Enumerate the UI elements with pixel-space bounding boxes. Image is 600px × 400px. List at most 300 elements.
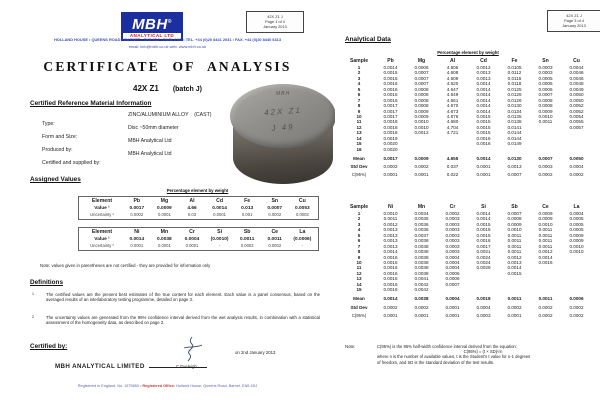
assigned-values-table-2 xyxy=(78,227,319,251)
definition-text: The uncertainty values are generated from the 95% confidence interval derived from the wet analysis results, in combination with a statistical assessment of the homogeneity data, as described on page 2. xyxy=(46,315,320,326)
c95-note-label: Note: xyxy=(345,344,356,349)
row-label: 4 xyxy=(357,227,361,233)
table-cell: 0.0130 xyxy=(507,103,522,109)
table-cell: Mg xyxy=(417,58,426,64)
row-label: 4 xyxy=(357,81,361,87)
analytical-pct-heading: Percentage element by weight xyxy=(437,50,499,55)
footer-segment: Registered Office: xyxy=(142,384,176,388)
table-cell: 0.0038 xyxy=(414,254,429,260)
table-row xyxy=(343,204,592,211)
table-cell: 0.0141 xyxy=(507,124,522,130)
table-cell: 0.0008 xyxy=(414,103,429,109)
table-cell: 0.0044 xyxy=(569,65,584,70)
table-cell: 0.0016 xyxy=(383,86,398,92)
row-label: 1 xyxy=(357,65,361,70)
batch-label: (batch J) xyxy=(172,86,202,93)
table-cell xyxy=(468,287,499,292)
row-label: 5 xyxy=(357,232,361,238)
row-label: 2 xyxy=(357,216,361,222)
table-row xyxy=(343,296,592,301)
table-cell: 0.0002 xyxy=(240,243,254,248)
table-cell: 0.0001 xyxy=(507,312,522,318)
mbh-logo-text: MBH® xyxy=(123,14,181,33)
disc-engraving-brand: MBH xyxy=(275,91,291,97)
table-cell: 0.03 xyxy=(187,212,197,217)
table-cell: 0.0014 xyxy=(476,97,491,103)
table-cell: 0.0015 xyxy=(476,221,491,227)
table-cell: 0.0149 xyxy=(507,141,522,147)
crm-row-label: Form and Size: xyxy=(42,134,78,140)
table-cell: 0.0010 xyxy=(414,124,429,130)
table-cell: 0.0014 xyxy=(476,155,491,161)
page3-reference-box xyxy=(547,10,600,32)
table-cell: 0.0015 xyxy=(476,119,491,125)
table-cell: Sn xyxy=(271,198,279,204)
table-cell: 0.0007 xyxy=(507,172,522,178)
table-cell: 0.0013 xyxy=(383,243,398,249)
row-label: Element xyxy=(91,229,113,235)
table-cell: 0.0135 xyxy=(507,113,522,119)
table-cell: 0.0020 xyxy=(383,146,398,152)
crm-row-value: MBH Analytical Ltd xyxy=(128,151,172,157)
table-cell: 0.0001 xyxy=(445,305,460,310)
table-cell: 0.0013 xyxy=(507,164,522,170)
row-label: 8 xyxy=(357,249,361,255)
table-cell: 0.0009 xyxy=(414,108,429,114)
refbox-date: January 2013 xyxy=(263,24,287,30)
table-cell xyxy=(437,147,468,152)
table-cell: 4.609 xyxy=(446,75,459,81)
row-label: 1 xyxy=(357,211,361,216)
certified-by-heading: Certified by: xyxy=(30,343,68,350)
table-cell: 0.0002 xyxy=(383,164,398,170)
definition-number: 1 xyxy=(32,292,34,296)
table-cell: 0.0009 xyxy=(157,206,172,211)
table-cell: 0.0038 xyxy=(414,265,429,271)
definition-text: The certified values are the present best estimates of the true content for each element. Each value is a panel consensus, based on the averaged results of an interlaboratory testing programme, detailed on page 3. xyxy=(46,292,320,303)
table-row xyxy=(343,147,592,152)
refbox-date: January 2013 xyxy=(562,23,586,29)
table-cell: 0.0005 xyxy=(569,216,584,222)
row-label: 14 xyxy=(356,281,362,287)
table-cell: 0.0007 xyxy=(538,155,553,161)
table-cell: 0.0036 xyxy=(414,221,429,227)
table-cell: 0.0016 xyxy=(383,276,398,282)
table-cell: 0.0015 xyxy=(476,232,491,238)
table-cell: Sb xyxy=(511,204,518,210)
table-cell: 0.0009 xyxy=(569,232,584,238)
table-cell: 0.0003 xyxy=(538,70,553,76)
table-cell: 4.673 xyxy=(446,108,459,114)
row-label: 12 xyxy=(356,270,362,276)
table-cell: Si xyxy=(481,204,486,210)
table-cell: Fe xyxy=(511,58,518,64)
table-cell: 0.0014 xyxy=(383,296,398,302)
table-cell: 0.0018 xyxy=(383,124,398,130)
row-label: Element xyxy=(91,198,113,204)
definitions-heading: Definitions xyxy=(30,279,64,286)
table-cell: Mn xyxy=(417,204,426,210)
table-cell: 0.0038 xyxy=(414,238,429,244)
table-cell: 0.0017 xyxy=(383,103,398,109)
table-cell: 0.0006 xyxy=(414,65,429,70)
parentheses-note: Note: values given in parentheses are not certified - they are provided for information only xyxy=(40,263,211,268)
row-label: Sample xyxy=(349,58,369,64)
table-cell: 0.0038 xyxy=(157,237,172,242)
table-cell: 0.0126 xyxy=(507,97,522,103)
table-cell: 0.0024 xyxy=(476,254,491,260)
table-row xyxy=(343,156,592,161)
table-cell: 0.0009 xyxy=(569,238,584,244)
table-cell: Si xyxy=(217,229,223,235)
table-cell: 0.0038 xyxy=(414,259,429,265)
table-cell: Cr xyxy=(449,204,456,210)
table-cell: 0.0003 xyxy=(445,221,460,227)
table-cell: 0.0007 xyxy=(414,70,429,76)
table-cell xyxy=(406,147,437,152)
row-label: 8 xyxy=(357,103,361,109)
row-label: 13 xyxy=(356,276,362,282)
table-cell: Pb xyxy=(387,58,394,64)
table-cell: 0.0010 xyxy=(507,227,522,233)
table-cell: 0.0011 xyxy=(507,238,522,244)
table-cell: 0.0050 xyxy=(569,92,584,98)
table-cell: 0.0005 xyxy=(569,227,584,233)
table-cell: 0.0004 xyxy=(445,259,460,265)
table-cell: 0.0052 xyxy=(569,103,584,109)
product-disc-photo xyxy=(230,84,336,192)
row-label: 6 xyxy=(357,238,361,244)
table-cell xyxy=(530,147,561,152)
table-cell: 0.0016 xyxy=(383,259,398,265)
table-cell: 0.0009 xyxy=(414,155,429,161)
table-cell: 0.0008 xyxy=(414,92,429,98)
table-cell: 0.0016 xyxy=(383,97,398,103)
table-cell: 0.0014 xyxy=(538,254,553,260)
row-label: Mean xyxy=(353,155,365,161)
table-cell: 0.0007 xyxy=(414,81,429,87)
row-label: C(95%) xyxy=(351,312,367,318)
signer-name: C Eveleigh xyxy=(176,364,197,369)
note-line: of freedom, and SD is the standard deviation of the test results. xyxy=(377,359,495,365)
table-row xyxy=(81,229,316,236)
table-cell: Ni xyxy=(387,204,394,210)
table-cell: 0.0008 xyxy=(507,216,522,222)
crm-row-label: Certified and supplied by: xyxy=(42,160,101,166)
table-cell: 0.0017 xyxy=(129,206,145,211)
table-cell: 0.0013 xyxy=(383,227,398,233)
table-cell: 0.0017 xyxy=(383,155,398,161)
table-cell xyxy=(437,287,468,292)
table-cell: 0.0002 xyxy=(507,305,522,310)
table-cell: 0.0017 xyxy=(383,113,398,119)
refbox-product: 42X Z1 J xyxy=(566,13,582,18)
footer-segment: Holland House, Queens Road, Barnet, EN5 4DJ xyxy=(175,384,258,388)
table-cell: 0.0014 xyxy=(476,92,491,98)
table-cell: 0.0105 xyxy=(507,65,522,70)
table-cell xyxy=(468,147,499,152)
row-label: 11 xyxy=(356,265,362,271)
table-cell: 0.0018 xyxy=(383,119,398,125)
table-cell: 0.0042 xyxy=(414,287,429,293)
table-cell: 0.0015 xyxy=(476,227,491,233)
table-cell: 0.0014 xyxy=(476,103,491,109)
table-cell: 0.0016 xyxy=(538,259,553,265)
table-cell: 0.0002 xyxy=(569,305,584,310)
table-cell: 0.0012 xyxy=(383,221,398,227)
table-cell: Al xyxy=(189,198,195,204)
table-cell: 0.0054 xyxy=(569,113,584,119)
table-cell: 0.0003 xyxy=(445,249,460,255)
table-row xyxy=(343,172,592,177)
table-row xyxy=(81,243,316,249)
table-cell: 0.0046 xyxy=(569,70,584,76)
table-cell: 0.0006 xyxy=(445,276,460,282)
row-label: Sample xyxy=(349,204,369,210)
crm-row-label: Produced by: xyxy=(42,147,73,153)
table-cell: 0.0016 xyxy=(383,92,398,98)
table-cell: 0.0003 xyxy=(445,227,460,233)
table-cell: 0.0003 xyxy=(445,243,460,249)
registration-footer xyxy=(0,384,335,389)
table-cell: Al xyxy=(449,58,456,64)
table-cell: Mg xyxy=(160,198,169,204)
table-cell: 0.0008 xyxy=(538,103,553,109)
table-cell: 0.0010 xyxy=(383,211,398,216)
signature-graphic xyxy=(172,336,208,362)
table-cell: 0.0007 xyxy=(414,75,429,81)
row-label: 9 xyxy=(357,254,361,260)
table-cell: 0.0001 xyxy=(130,243,144,248)
table-cell: 0.0011 xyxy=(507,243,522,249)
table-cell: 0.0012 xyxy=(476,65,491,70)
table-cell: Pb xyxy=(133,198,141,204)
table-cell: 0.0013 xyxy=(476,70,491,76)
table-cell: 0.0016 xyxy=(476,141,491,147)
certifying-company: MBH ANALYTICAL LIMITED xyxy=(55,363,145,370)
table-cell: 0.0007 xyxy=(507,211,522,216)
table-cell: 0.0007 xyxy=(267,206,283,211)
mbh-logo-subtext: ANALYTICAL LTD xyxy=(123,33,181,39)
row-label: Std Dev xyxy=(350,305,368,310)
table-cell: 0.0049 xyxy=(569,86,584,92)
table-cell: 0.0016 xyxy=(383,287,398,293)
definition-2 xyxy=(32,315,320,326)
table-cell: 0.0013 xyxy=(476,75,491,81)
table-cell: 0.0001 xyxy=(445,312,460,318)
table-cell xyxy=(530,287,561,292)
table-cell: 4.608 xyxy=(446,70,459,76)
table-cell: 0.0003 xyxy=(445,216,460,222)
table-cell: 4.676 xyxy=(446,113,459,119)
row-label: Std Dev xyxy=(350,164,368,170)
table-cell: 0.0014 xyxy=(476,86,491,92)
table-cell: 0.0012 xyxy=(538,249,553,255)
table-cell: 0.0003 xyxy=(445,238,460,244)
crm-row-value: MBH Analytical Ltd xyxy=(128,138,172,144)
table-cell: 4.655 xyxy=(446,155,459,161)
table-cell: 0.0130 xyxy=(507,155,522,161)
table-cell: 0.0018 xyxy=(383,130,398,136)
table-cell: Sb xyxy=(243,229,251,235)
table-cell: 0.0001 xyxy=(185,243,199,248)
note-line: C(95%) is the 95% half-width confidence interval derived from the equation: xyxy=(377,344,517,349)
table-cell: 0.0011 xyxy=(507,296,522,302)
table-cell: (0.0010) xyxy=(210,237,229,242)
table-row xyxy=(81,205,316,212)
table-row xyxy=(343,305,592,310)
table-cell: 0.0005 xyxy=(538,81,553,87)
table-cell: 0.0001 xyxy=(414,172,429,178)
table-cell: 0.0010 xyxy=(538,113,553,119)
table-cell: 0.0016 xyxy=(383,281,398,287)
table-cell: 0.0008 xyxy=(414,97,429,103)
table-cell: 0.0002 xyxy=(538,172,553,178)
table-cell: 0.0009 xyxy=(538,108,553,114)
table-cell: 0.0038 xyxy=(414,270,429,276)
table-cell: 4.721 xyxy=(446,130,459,136)
table-cell: 0.0008 xyxy=(414,86,429,92)
table-cell: 0.0015 xyxy=(476,113,491,119)
row-label: 13 xyxy=(356,130,362,136)
table-row xyxy=(81,198,316,205)
table-cell: 0.0015 xyxy=(476,124,491,130)
table-cell: La xyxy=(299,229,306,235)
table-cell: 0.0018 xyxy=(476,296,491,302)
table-cell: 0.0020 xyxy=(383,141,398,147)
table-cell: 0.0003 xyxy=(295,212,309,217)
analytical-table-2 xyxy=(343,204,592,318)
table-cell: 0.0006 xyxy=(569,296,584,302)
table-cell: 4.704 xyxy=(446,124,459,130)
table-cell: 4.605 xyxy=(446,65,459,70)
table-cell: Sn xyxy=(542,58,549,64)
table-cell: 0.0005 xyxy=(569,221,584,227)
disc-engraving-code: 42X Z1 xyxy=(263,105,303,118)
refbox-product: 42X Z1 J xyxy=(267,14,283,19)
row-label: 7 xyxy=(357,97,361,103)
table-cell: 0.0010 xyxy=(414,119,429,125)
table-cell: 0.0013 xyxy=(383,232,398,238)
table-cell: 0.0013 xyxy=(383,238,398,244)
table-cell: 0.0004 xyxy=(569,211,584,216)
table-cell: 0.0011 xyxy=(538,232,553,238)
table-cell: 0.0002 xyxy=(569,172,584,178)
document-title: CERTIFICATE OF ANALYSIS xyxy=(43,59,292,74)
table-cell: La xyxy=(573,204,580,210)
table-cell: 0.0125 xyxy=(507,86,522,92)
table-cell: 0.0012 xyxy=(507,254,522,260)
table-cell: 0.0017 xyxy=(476,243,491,249)
refbox-page: Page 3 of 4 xyxy=(564,18,584,24)
assigned-values-table-1 xyxy=(78,196,319,220)
table-cell: (0.0006) xyxy=(293,237,312,242)
table-cell: 0.0014 xyxy=(476,211,491,216)
table-cell: 0.0011 xyxy=(538,119,553,125)
table-cell: 0.0003 xyxy=(538,164,553,170)
table-cell: 0.0038 xyxy=(414,249,429,255)
table-cell: 4.649 xyxy=(446,92,459,98)
table-cell: 0.0118 xyxy=(507,81,522,87)
row-label: Value ¹ xyxy=(94,237,110,242)
table-cell: 0.0016 xyxy=(383,81,398,87)
assigned-pct-heading: Percentage element by weight xyxy=(166,188,229,193)
table-cell: 0.0002 xyxy=(538,312,553,318)
table-cell: 0.0015 xyxy=(383,70,398,76)
table-row xyxy=(343,164,592,169)
note-equation: C(95%) = (t × SD)⁄√n xyxy=(463,349,503,355)
table-cell: 4.680 xyxy=(446,119,459,125)
table-cell: 0.0011 xyxy=(538,227,553,233)
crm-info-heading: Certified Reference Material Information xyxy=(30,100,152,107)
table-cell: 4.66 xyxy=(187,206,197,211)
disc-engraving-batch: J 49 xyxy=(271,122,295,133)
assigned-values-heading: Assigned Values xyxy=(30,176,81,183)
row-label: 6 xyxy=(357,92,361,98)
table-cell: 0.0010 xyxy=(569,249,584,255)
table-cell: 0.0014 xyxy=(383,65,398,70)
table-cell: 0.0009 xyxy=(538,216,553,222)
table-cell: 0.0004 xyxy=(184,237,200,242)
crm-row-label: Type: xyxy=(42,121,55,127)
table-cell: 4.661 xyxy=(446,97,459,103)
table-cell: 0.0015 xyxy=(507,270,522,276)
table-cell: 0.0014 xyxy=(129,237,145,242)
table-cell: 0.0014 xyxy=(212,206,227,211)
analytical-data-heading: Analytical Data xyxy=(345,36,391,43)
row-label: 16 xyxy=(356,146,362,152)
table-cell: 0.0007 xyxy=(445,281,460,287)
table-cell: 0.0001 xyxy=(476,164,491,170)
table-cell: 0.0001 xyxy=(213,212,226,217)
table-cell: 0.0011 xyxy=(538,243,553,249)
table-cell: 0.0016 xyxy=(383,265,398,271)
certification-date: on 2nd January 2013 xyxy=(235,350,276,355)
table-cell: 0.0016 xyxy=(476,238,491,244)
row-label: Uncertainty ² xyxy=(90,243,114,248)
table-cell: 0.0052 xyxy=(569,108,584,114)
table-cell: 0.0002 xyxy=(130,212,144,217)
table-cell: 0.0002 xyxy=(268,243,282,248)
table-cell: Cd xyxy=(216,198,224,204)
table-cell: 0.0002 xyxy=(414,305,429,310)
row-label: 3 xyxy=(357,75,361,81)
table-cell xyxy=(561,147,592,152)
table-row xyxy=(343,287,592,292)
table-cell: 0.0144 xyxy=(507,135,522,141)
table-cell: 0.0002 xyxy=(414,164,429,170)
table-cell: 0.0016 xyxy=(476,135,491,141)
table-row xyxy=(81,236,316,243)
table-cell: 0.0029 xyxy=(476,265,491,271)
table-cell: 0.0011 xyxy=(507,249,522,255)
table-cell: 0.0116 xyxy=(507,75,522,81)
table-cell: Cu xyxy=(298,198,306,204)
table-cell: 0.0014 xyxy=(507,265,522,271)
table-cell: 0.0002 xyxy=(538,305,553,310)
table-cell: Mn xyxy=(160,229,169,235)
row-label: 11 xyxy=(356,119,362,125)
row-label: 14 xyxy=(356,135,362,141)
table-cell: 0.0057 xyxy=(569,124,584,130)
table-cell: 0.013 xyxy=(241,206,254,211)
company-contact: email: info@mbh.co.uk web: www.mbh.co.uk xyxy=(128,43,207,49)
row-label: 15 xyxy=(356,287,362,293)
table-row xyxy=(343,313,592,318)
table-cell: 0.037 xyxy=(446,164,459,170)
table-cell xyxy=(499,287,530,292)
table-cell: 0.0011 xyxy=(267,237,282,242)
